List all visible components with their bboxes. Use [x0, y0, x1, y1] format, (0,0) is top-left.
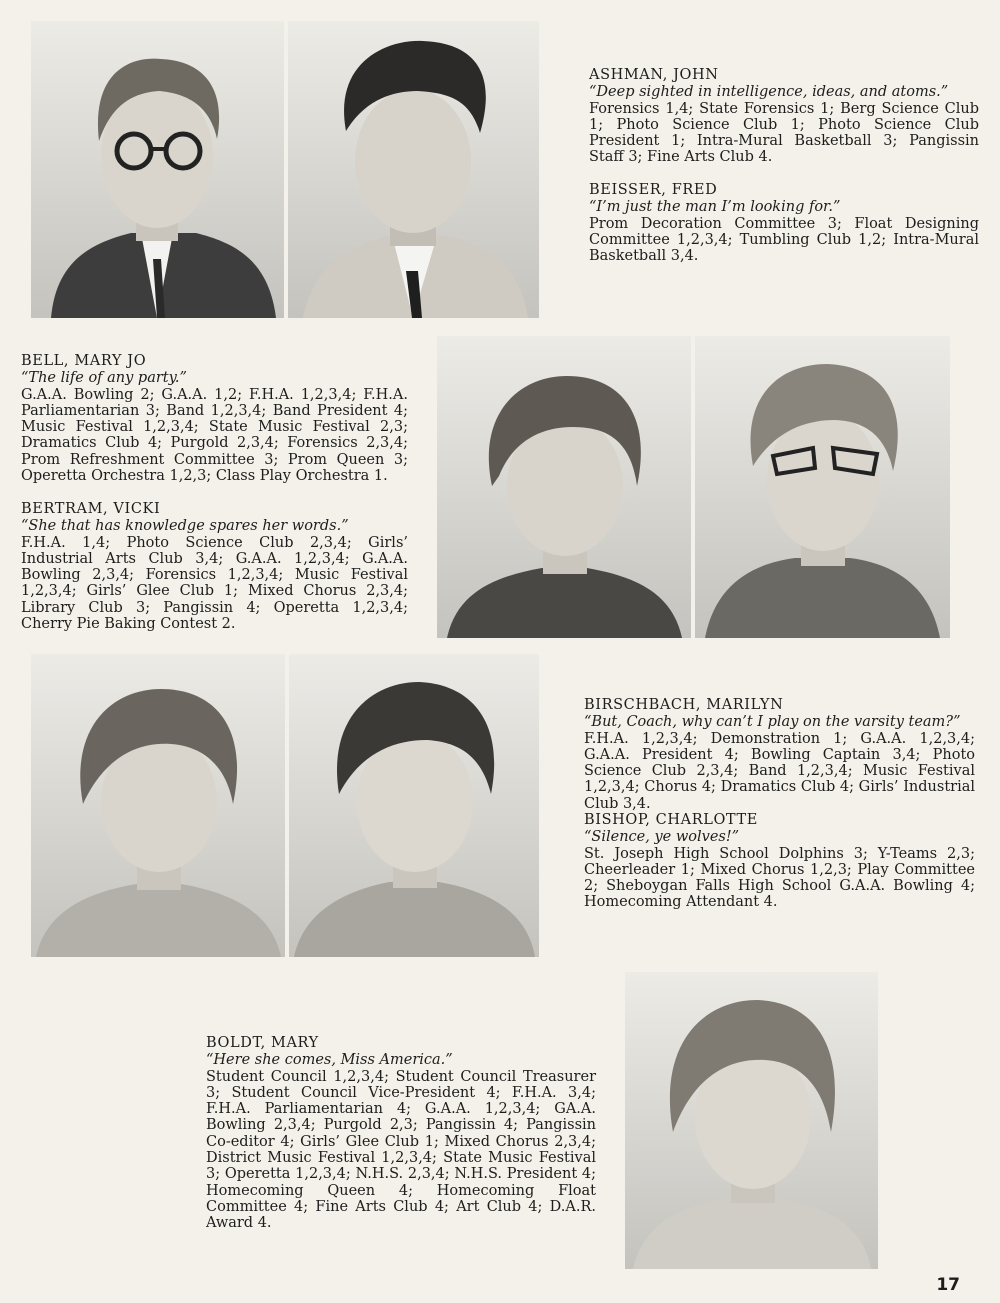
portrait-bishop-charlotte — [289, 654, 539, 957]
portrait-birschbach-marilyn — [31, 654, 285, 957]
senior-entry-birschbach — [584, 697, 975, 812]
portrait-bertram-vicki — [695, 336, 950, 638]
senior-entry-ashman — [589, 67, 979, 166]
senior-activities: F.H.A. 1,4; Photo Science Club 2,3,4; Girls’ Industrial Arts Club 3,4; G.A.A. 1,2,3,4; G.A.A. Bowling 2,3,4; Forensics 1,2,3,4; Music Festival 1,2,3,4; Girls’ Glee Club 1; Mixed Chorus 2,3,4; Library Club 3; Pangissin 4; Operetta 1,2,3,4; Cherry Pie Baking Contest 2. — [21, 534, 408, 633]
senior-activities: F.H.A. 1,2,3,4; Demonstration 1; G.A.A. 1,2,3,4; G.A.A. President 4; Bowling Captain 3,4; Photo Science Club 2,3,4; Band 1,2,3,4; Music Festival 1,2,3,4; Chorus 4; Dramatics Club 4; Girls’ Industrial Club 3,4. — [584, 730, 975, 812]
senior-quote: “I’m just the man I’m looking for.” — [589, 199, 841, 216]
senior-entry-beisser — [589, 182, 979, 264]
senior-activities: Student Council 1,2,3,4; Student Council Treasurer 3; Student Council Vice-President 4; F.H.A. 3,4; F.H.A. Parliamentarian 4; G.A.A. 1,2,3,4; GA.A. Bowling 2,3,4; Purgold 2,3; Pangissin 4; Pangissin Co-editor 4; Girls’ Glee Club 1; Mixed Chorus 2,3,4; District Music Festival 1,2,3,4; State Music Festival 3; Operetta 1,2,3,4; N.H.S. 2,3,4; N.H.S. President 4; Homecoming Queen 4; Homecoming Float Committee 4; Fine Arts Club 4; Art Club 4; D.A.R. Award 4. — [206, 1068, 596, 1232]
senior-activities: Prom Decoration Committee 3; Float Designing Committee 1,2,3,4; Tumbling Club 1,2; Intra-Mural Basketball 3,4. — [589, 215, 979, 265]
senior-name: BIRSCHBACH, MARILYN — [584, 697, 784, 713]
senior-entry-bishop — [584, 812, 975, 911]
portrait-beisser-fred — [288, 21, 539, 318]
senior-quote: “She that has knowledge spares her words.” — [21, 518, 349, 535]
senior-quote: “Deep sighted in intelligence, ideas, and atoms.” — [589, 84, 949, 101]
senior-quote: “The life of any party.” — [21, 370, 187, 387]
senior-name: BERTRAM, VICKI — [21, 501, 161, 517]
portrait-boldt-mary — [625, 972, 878, 1269]
portrait-bell-mary-jo — [437, 336, 691, 638]
senior-activities: St. Joseph High School Dolphins 3; Y-Teams 2,3; Cheerleader 1; Mixed Chorus 1,2,3; Play Committee 2; Sheboygan Falls High School G.A.A. Bowling 4; Homecoming Attendant 4. — [584, 845, 975, 911]
senior-quote: “But, Coach, why can’t I play on the varsity team?” — [584, 714, 961, 731]
senior-name: ASHMAN, JOHN — [589, 67, 719, 83]
senior-activities: G.A.A. Bowling 2; G.A.A. 1,2; F.H.A. 1,2,3,4; F.H.A. Parliamentarian 3; Band 1,2,3,4; Band President 4; Music Festival 1,2,3,4; State Music Festival 2,3; Dramatics Club 4; Purgold 2,3,4; Forensics 2,3,4; Prom Refreshment Committee 3; Prom Queen 3; Operetta Orchestra 1,2,3; Class Play Orchestra 1. — [21, 386, 408, 485]
senior-entry-bertram — [21, 501, 408, 632]
senior-entry-bell — [21, 353, 408, 484]
portrait-ashman-john — [31, 21, 284, 318]
senior-name: BOLDT, MARY — [206, 1035, 319, 1051]
senior-quote: “Silence, ye wolves!” — [584, 829, 740, 846]
senior-name: BEISSER, FRED — [589, 182, 718, 198]
page-number: 17 — [936, 1275, 960, 1295]
senior-activities: Forensics 1,4; State Forensics 1; Berg Science Club 1; Photo Science Club 1; Photo Science Club President 1; Intra-Mural Basketball 3; Pangissin Staff 3; Fine Arts Club 4. — [589, 100, 979, 166]
senior-name: BELL, MARY JO — [21, 353, 147, 369]
senior-quote: “Here she comes, Miss America.” — [206, 1052, 453, 1069]
senior-entry-boldt — [206, 1035, 596, 1232]
senior-name: BISHOP, CHARLOTTE — [584, 812, 758, 828]
